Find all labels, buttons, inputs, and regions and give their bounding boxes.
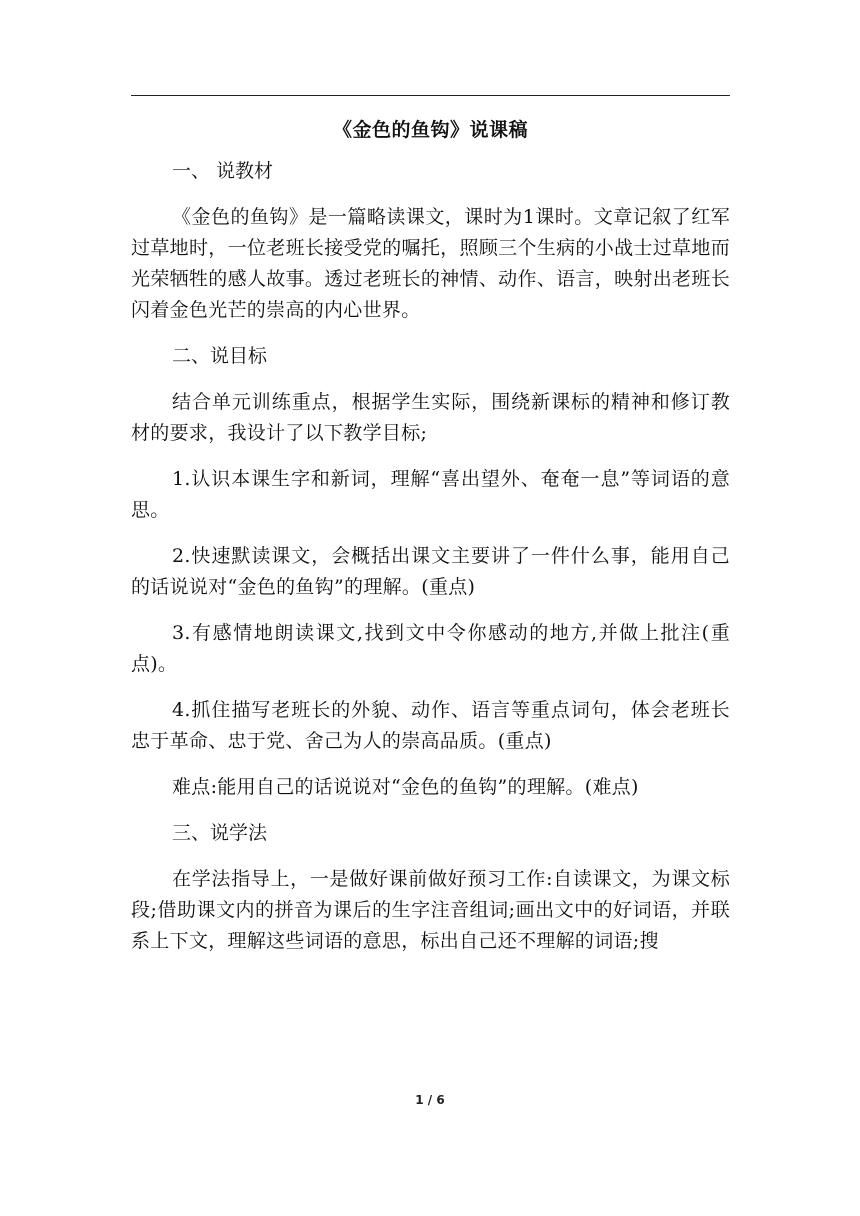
objective-item-2: 2.快速默读课文，会概括出课文主要讲了一件什么事，能用自己的话说说对“金色的鱼钩”的理解。(重点) [131, 545, 730, 598]
page-indicator: 1 / 6 [415, 1093, 445, 1107]
difficulty-note: 难点:能用自己的话说说对“金色的鱼钩”的理解。(难点) [172, 776, 639, 798]
section-heading-textbook: 一、 说教材 [172, 160, 274, 182]
paragraph-study-method: 在学法指导上，一是做好课前做好预习工作:自读课文，为课文标段;借助课文内的拼音为课后的生字注音组词;画出文中的好词语，并联系上下文，理解这些词语的意思，标出自己还不理解的词语;搜 [131, 868, 730, 952]
document-body [131, 156, 730, 972]
objective-item-3: 3.有感情地朗读课文,找到文中令你感动的地方,并做上批注(重点)。 [131, 622, 730, 675]
objective-item-1: 1.认识本课生字和新词，理解“喜出望外、奄奄一息”等词语的意思。 [131, 468, 730, 521]
objective-item-4: 4.抓住描写老班长的外貌、动作、语言等重点词句，体会老班长忠于革命、忠于党、舍己为人的崇高品质。(重点) [131, 699, 730, 752]
section-heading-objectives: 二、说目标 [172, 345, 268, 367]
paragraph-textbook-summary: 《金色的鱼钩》是一篇略读课文，课时为1课时。文章记叙了红军过草地时，一位老班长接受党的嘱托，照顾三个生病的小战士过草地而光荣牺牲的感人故事。透过老班长的神情、动作、语言，映射出老班长闪着金色光芒的崇高的内心世界。 [131, 206, 730, 321]
section-heading-study-method: 三、说学法 [172, 822, 268, 844]
paragraph-objectives-intro: 结合单元训练重点，根据学生实际，围绕新课标的精神和修订教材的要求，我设计了以下教学目标; [131, 391, 730, 444]
header-rule [131, 95, 730, 96]
document-title: 《金色的鱼钩》说课稿 [332, 119, 528, 141]
